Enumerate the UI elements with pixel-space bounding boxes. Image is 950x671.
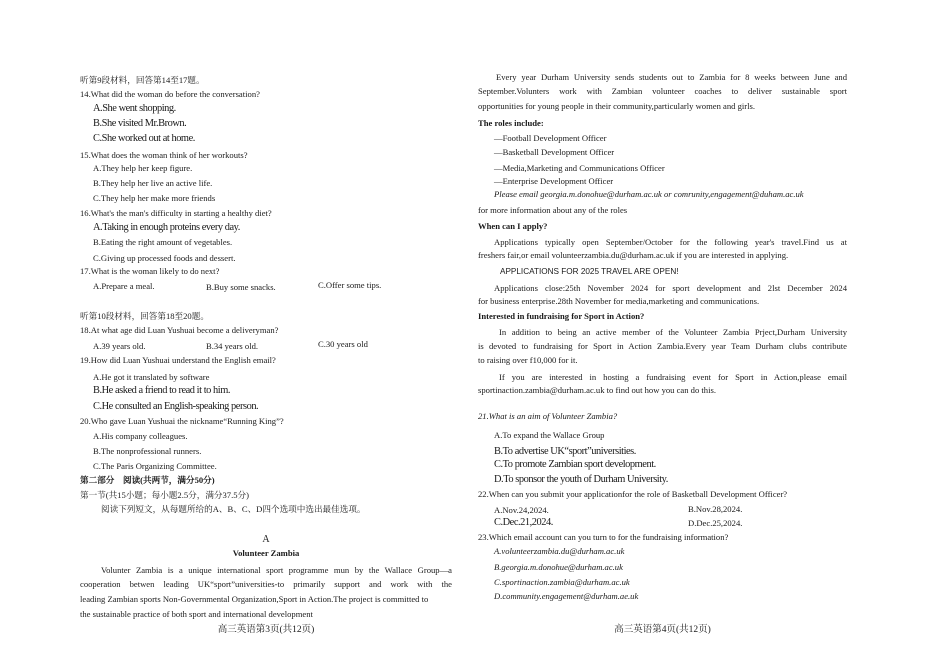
right-page [475, 0, 950, 671]
option-20b: B.The nonprofessional runners. [93, 446, 202, 456]
roles-more-info: for more information about any of the roles [478, 205, 628, 215]
option-14c: C.She worked out at home. [93, 133, 195, 144]
question-21: 21.What is an aim of Volunteer Zambia? [478, 411, 618, 421]
option-17b: B.Buy some snacks. [206, 282, 276, 292]
option-21b: B.To advertise UK“sport”universities. [494, 446, 636, 457]
close-line-2: for business enterprise.28th November for media,marketing and communications. [478, 296, 760, 306]
option-18c: C.30 years old [318, 339, 368, 349]
role-basketball: —Basketball Development Officer [494, 147, 615, 157]
role-football: —Football Development Officer [494, 133, 607, 143]
option-21c: C.To promote Zambian sport development. [494, 459, 656, 470]
option-15c: C.They help her make more friends [93, 193, 216, 203]
option-18b: B.34 years old. [206, 341, 259, 351]
page-footer-left: 高三英语第3页(共12页) [217, 625, 315, 635]
option-16c: C.Giving up processed foods and dessert. [93, 253, 236, 263]
role-enterprise: —Enterprise Development Officer [494, 176, 614, 186]
question-14: 14.What did the woman do before the conversation? [80, 89, 260, 99]
passage-title: Volunteer Zambia [232, 548, 300, 558]
host-line-1: If you are interested in hosting a fundraising event for Sport in Action,please email [499, 372, 847, 382]
option-16b: B.Eating the right amount of vegetables. [93, 237, 233, 247]
section-1-title: 第一节(共15小题；每小题2.5分，满分37.5分) [80, 490, 250, 500]
passage-line-1: Volunter Zambia is a unique international sport programme mun by the Wallace Group—a [101, 565, 452, 575]
option-15a: A.They help her keep figure. [93, 163, 193, 173]
option-23d: D.community.engagement@durham.ae.uk [494, 591, 639, 601]
question-15: 15.What does the woman think of her workouts? [80, 150, 248, 160]
option-21a: A.To expand the Wallace Group [494, 430, 605, 440]
intro-line-3: opportunities for young people in their community,particularly women and girls. [478, 101, 756, 111]
host-line-2: sportinaction.zambia@durham.ac.uk to find out how you can do this. [478, 385, 716, 395]
option-19a: A.He got it translated by software [93, 372, 210, 382]
option-19b: B.He asked a friend to read it to him. [93, 385, 230, 396]
section-10-header: 听第10段材料，回答第18至20题。 [80, 311, 209, 321]
option-16a: A.Taking in enough proteins every day. [93, 222, 240, 233]
applications-open-notice: APPLICATIONS FOR 2025 TRAVEL ARE OPEN! [500, 267, 679, 276]
role-media: —Media,Marketing and Communications Officer [494, 163, 665, 173]
option-22c: C.Dec.21,2024. [494, 517, 553, 528]
part-2-title: 第二部分 阅读(共两节，满分50分) [80, 475, 215, 485]
page-footer-right: 高三英语第4页(共12页) [614, 625, 711, 635]
roles-heading: The roles include: [478, 118, 544, 128]
question-20: 20.Who gave Luan Yushuai the nickname“Running King”? [80, 416, 284, 426]
fundraising-heading: Interested in fundraising for Sport in Action? [478, 311, 645, 321]
question-19: 19.How did Luan Yushuai understand the English email? [80, 355, 276, 365]
option-22d: D.Dec.25,2024. [688, 518, 743, 528]
option-20c: C.The Paris Organizing Committee. [93, 461, 217, 471]
option-17c: C.Offer some tips. [318, 280, 382, 290]
passage-line-2: cooperation betwen leading UK“sport”universities-to primarily support and work with the [80, 579, 452, 589]
passage-line-4: the sustainable practice of both sport and international development [80, 609, 313, 619]
question-22: 22.When can you submit your applicationfor the role of Basketball Development Officer? [478, 489, 788, 499]
option-20a: A.His company colleagues. [93, 431, 188, 441]
question-17: 17.What is the woman likely to do next? [80, 266, 220, 276]
option-23b: B.georgia.m.donohue@durham.ac.uk [494, 562, 623, 572]
fund-line-2: is devoted to fundraising for Sport in Action Zambia.Every year Team Durham clubs contribute [478, 341, 847, 351]
option-18a: A.39 years old. [93, 341, 146, 351]
option-17a: A.Prepare a meal. [93, 281, 155, 291]
intro-line-1: Every year Durham University sends students out to Zambia for 8 weeks between June and [496, 72, 847, 82]
option-19c: C.He consulted an English-speaking person. [93, 401, 259, 412]
fund-line-1: In addition to being an active member of the Volunteer Zambia Prject,Durham University [499, 327, 847, 337]
question-16: 16.What's the man's difficulty in starting a healthy diet? [80, 208, 272, 218]
question-18: 18.At what age did Luan Yushuai become a deliveryman? [80, 325, 279, 335]
reading-instructions: 阅读下列短文，从每题所给的A、B、C、D四个选项中选出最佳选项。 [101, 504, 366, 514]
close-line-1: Applications close:25th November 2024 for sport development and 2lst December 2024 [494, 283, 847, 293]
option-22a: A.Nov.24,2024. [494, 505, 549, 515]
roles-email-line: Please email georgia.m.donohue@durham.ac.uk or comrunity,engagement@duham.ac.uk [494, 189, 804, 199]
question-23: 23.Which email account can you turn to for the fundraising information? [478, 532, 729, 542]
passage-line-3: leading Zambian sports Non-Governmental Organization,Sport in Action.The project is committed to [80, 594, 429, 604]
option-15b: B.They help her live an active life. [93, 178, 213, 188]
apply-line-2: freshers fair,or email volunteerzambia.du@durham.ac.uk if you are interested in applying. [478, 250, 789, 260]
option-23a: A.volunteerzambia.du@durham.ac.uk [494, 546, 625, 556]
option-21d: D.To sponsor the youth of Durham University. [494, 474, 668, 485]
fund-line-3: to raising over f10,000 for it. [478, 355, 578, 365]
option-14b: B.She visited Mr.Brown. [93, 118, 187, 129]
option-14a: A.She went shopping. [93, 103, 176, 114]
intro-line-2: September.Volunters work with Zambian volunteer coaches to deliver sustainable sport [478, 86, 847, 96]
option-22b: B.Nov.28,2024. [688, 504, 743, 514]
apply-line-1: Applications typically open September/October for the following year's travel.Find us at [494, 237, 847, 247]
apply-heading: When can I apply? [478, 221, 548, 231]
section-9-header: 听第9段材料，回答第14至17题。 [80, 75, 205, 85]
passage-letter: A [262, 534, 270, 545]
option-23c: C.sportinaction.zambia@durham.ac.uk [494, 577, 630, 587]
